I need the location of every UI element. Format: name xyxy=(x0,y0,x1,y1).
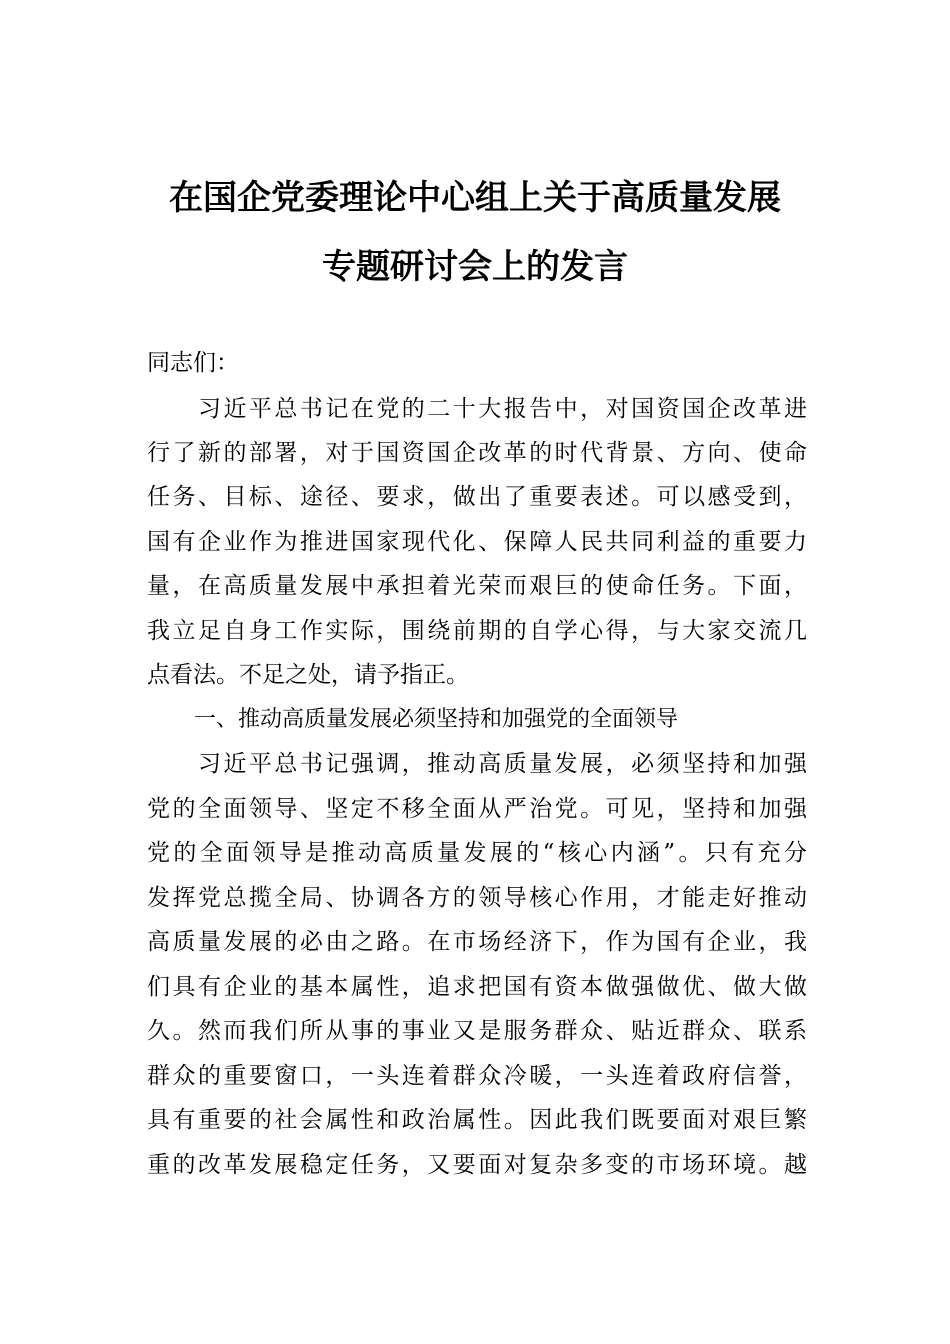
paragraph-line: 群众的重要窗口，一头连着群众冷暖，一头连着政府信誉， xyxy=(147,1063,807,1089)
paragraph-line: 任务、目标、途径、要求，做出了重要表述。可以感受到， xyxy=(147,484,807,510)
paragraph-line: 具有重要的社会属性和政治属性。因此我们既要面对艰巨繁 xyxy=(147,1107,807,1133)
document-title-line-2: 专题研讨会上的发言 xyxy=(322,247,628,287)
section-heading-1: 一、推动高质量发展必须坚持和加强党的全面领导 xyxy=(194,707,679,732)
document-title-line-1: 在国企党委理论中心组上关于高质量发展 xyxy=(169,178,781,218)
paragraph-line: 发挥党总揽全局、协调各方的领导核心作用，才能走好推动 xyxy=(147,885,807,911)
paragraph-line: 重的改革发展稳定任务，又要面对复杂多变的市场环境。越 xyxy=(147,1152,807,1178)
paragraph-line: 量，在高质量发展中承担着光荣而艰巨的使命任务。下面， xyxy=(147,573,807,599)
paragraph-line: 党的全面领导是推动高质量发展的“核心内涵”。只有充分 xyxy=(147,840,807,866)
paragraph-line: 点看法。不足之处，请予指正。 xyxy=(147,662,469,688)
paragraph-line: 行了新的部署，对于国资国企改革的时代背景、方向、使命 xyxy=(147,440,807,466)
paragraph-line: 党的全面领导、坚定不移全面从严治党。可见，坚持和加强 xyxy=(147,796,807,822)
paragraph-line: 国有企业作为推进国家现代化、保障人民共同利益的重要力 xyxy=(147,529,807,555)
paragraph-line: 高质量发展的必由之路。在市场经济下，作为国有企业，我 xyxy=(147,929,807,955)
paragraph-line: 们具有企业的基本属性，追求把国有资本做强做优、做大做 xyxy=(147,974,807,1000)
salutation: 同志们： xyxy=(147,350,239,376)
paragraph-line: 我立足自身工作实际，围绕前期的自学心得，与大家交流几 xyxy=(147,618,807,644)
paragraph-line: 习近平总书记强调，推动高质量发展，必须坚持和加强 xyxy=(147,751,807,777)
paragraph-line: 习近平总书记在党的二十大报告中，对国资国企改革进 xyxy=(147,396,807,422)
paragraph-line: 久。然而我们所从事的事业又是服务群众、贴近群众、联系 xyxy=(147,1018,807,1044)
